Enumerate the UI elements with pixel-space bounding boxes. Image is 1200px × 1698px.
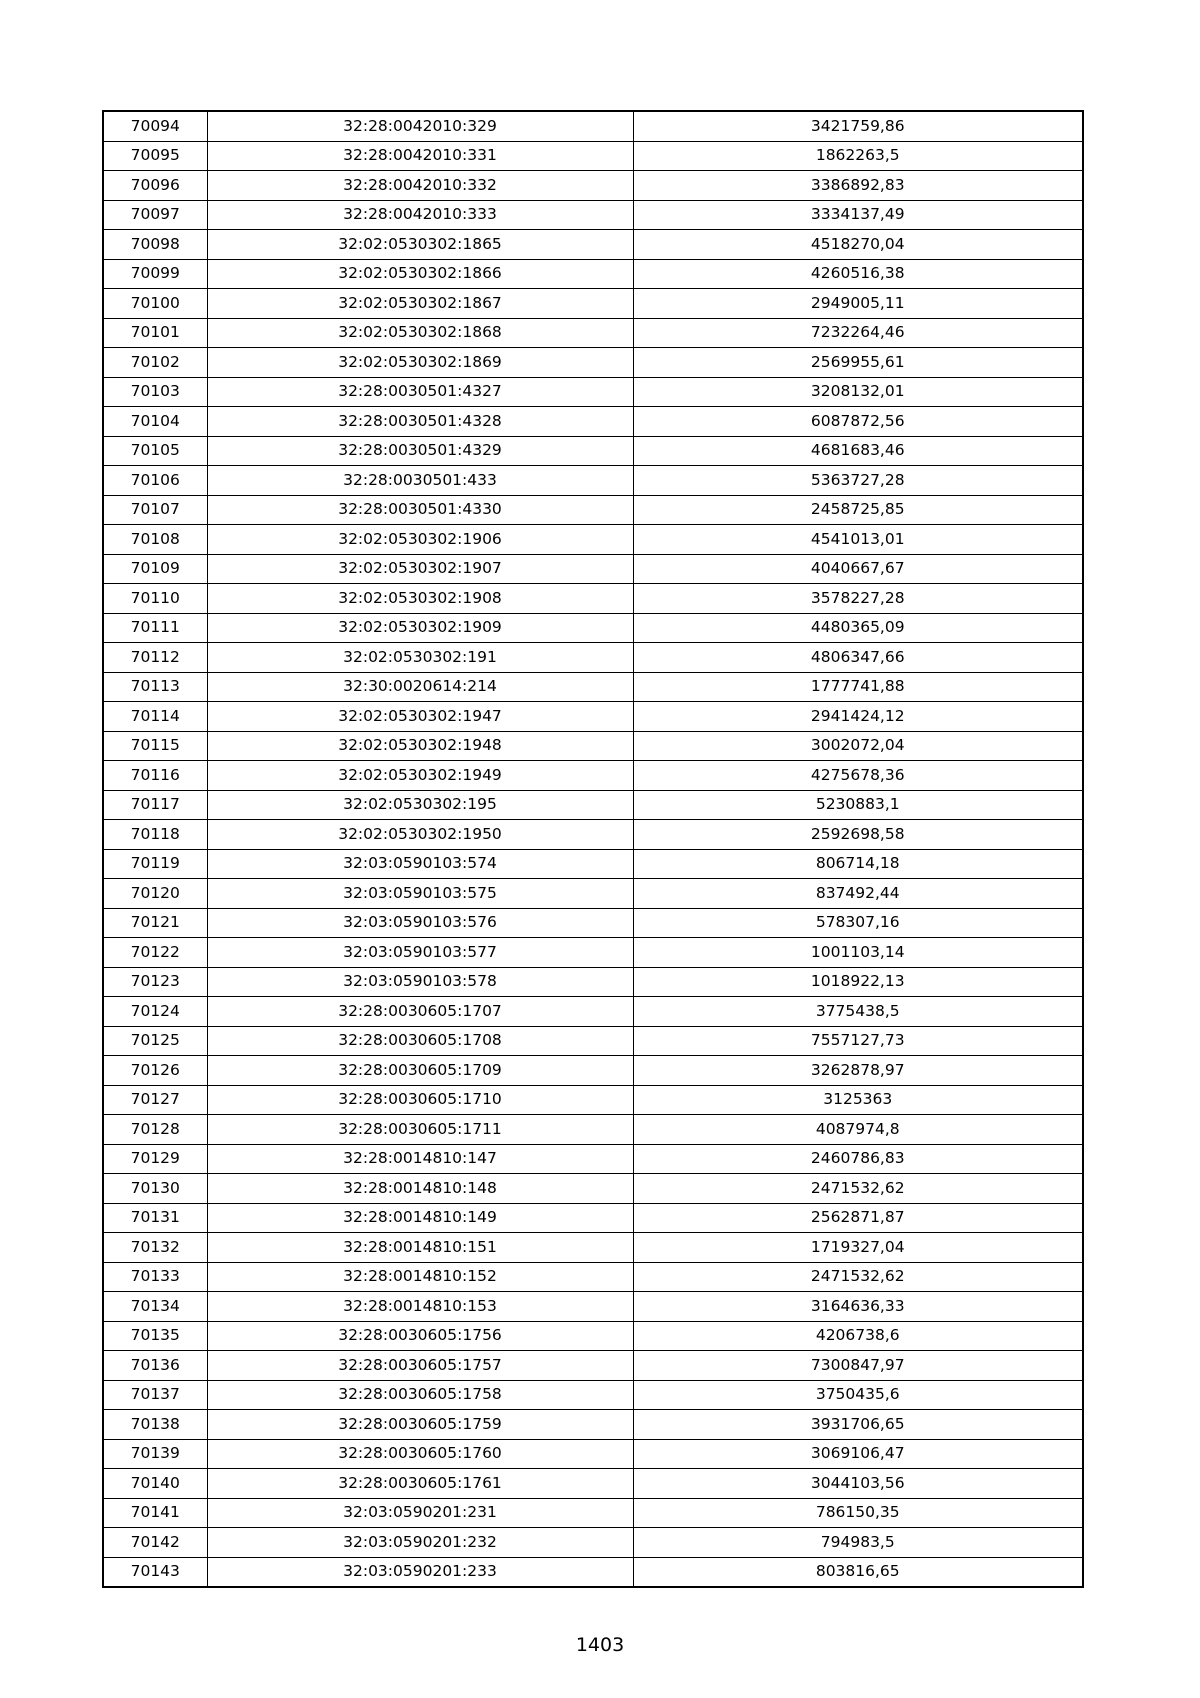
row-number-cell: 70117 xyxy=(103,790,207,820)
cadastral-value-cell: 1018922,13 xyxy=(633,967,1083,997)
table-body xyxy=(103,111,1083,1587)
row-number-cell: 70104 xyxy=(103,407,207,437)
cadastral-number-cell: 32:02:0530302:1869 xyxy=(207,348,633,378)
table-row xyxy=(103,525,1083,555)
table-row xyxy=(103,1292,1083,1322)
table-row xyxy=(103,879,1083,909)
cadastral-value-cell: 2471532,62 xyxy=(633,1262,1083,1292)
cadastral-value-cell: 1719327,04 xyxy=(633,1233,1083,1263)
cadastral-number-cell: 32:28:0014810:151 xyxy=(207,1233,633,1263)
table-row xyxy=(103,967,1083,997)
cadastral-value-cell: 837492,44 xyxy=(633,879,1083,909)
table-row xyxy=(103,1557,1083,1587)
table-row xyxy=(103,584,1083,614)
row-number-cell: 70097 xyxy=(103,200,207,230)
cadastral-number-cell: 32:28:0030501:4328 xyxy=(207,407,633,437)
row-number-cell: 70123 xyxy=(103,967,207,997)
row-number-cell: 70141 xyxy=(103,1498,207,1528)
cadastral-value-cell: 1862263,5 xyxy=(633,141,1083,171)
cadastral-value-table xyxy=(102,110,1084,1588)
cadastral-value-cell: 2941424,12 xyxy=(633,702,1083,732)
cadastral-value-cell: 4260516,38 xyxy=(633,259,1083,289)
cadastral-value-cell: 3002072,04 xyxy=(633,731,1083,761)
table-row xyxy=(103,1351,1083,1381)
table-row xyxy=(103,702,1083,732)
cadastral-value-cell: 2569955,61 xyxy=(633,348,1083,378)
cadastral-number-cell: 32:28:0042010:329 xyxy=(207,111,633,141)
row-number-cell: 70125 xyxy=(103,1026,207,1056)
table-row xyxy=(103,111,1083,141)
cadastral-value-cell: 4806347,66 xyxy=(633,643,1083,673)
row-number-cell: 70096 xyxy=(103,171,207,201)
cadastral-number-cell: 32:02:0530302:1867 xyxy=(207,289,633,319)
table-row xyxy=(103,672,1083,702)
table-row xyxy=(103,643,1083,673)
table-row xyxy=(103,377,1083,407)
row-number-cell: 70106 xyxy=(103,466,207,496)
cadastral-value-cell: 7232264,46 xyxy=(633,318,1083,348)
cadastral-number-cell: 32:02:0530302:1865 xyxy=(207,230,633,260)
row-number-cell: 70115 xyxy=(103,731,207,761)
cadastral-value-cell: 4040667,67 xyxy=(633,554,1083,584)
cadastral-number-cell: 32:02:0530302:1868 xyxy=(207,318,633,348)
cadastral-number-cell: 32:28:0030605:1710 xyxy=(207,1085,633,1115)
table-row xyxy=(103,1056,1083,1086)
cadastral-value-cell: 4541013,01 xyxy=(633,525,1083,555)
cadastral-number-cell: 32:28:0030605:1761 xyxy=(207,1469,633,1499)
row-number-cell: 70116 xyxy=(103,761,207,791)
cadastral-value-cell: 2460786,83 xyxy=(633,1144,1083,1174)
row-number-cell: 70121 xyxy=(103,908,207,938)
table-row xyxy=(103,466,1083,496)
row-number-cell: 70099 xyxy=(103,259,207,289)
cadastral-number-cell: 32:02:0530302:1948 xyxy=(207,731,633,761)
table-row xyxy=(103,1469,1083,1499)
row-number-cell: 70105 xyxy=(103,436,207,466)
cadastral-value-cell: 3069106,47 xyxy=(633,1439,1083,1469)
cadastral-value-cell: 2471532,62 xyxy=(633,1174,1083,1204)
row-number-cell: 70101 xyxy=(103,318,207,348)
cadastral-value-cell: 6087872,56 xyxy=(633,407,1083,437)
cadastral-value-cell: 3578227,28 xyxy=(633,584,1083,614)
table-row xyxy=(103,1410,1083,1440)
row-number-cell: 70107 xyxy=(103,495,207,525)
table-row xyxy=(103,731,1083,761)
row-number-cell: 70134 xyxy=(103,1292,207,1322)
cadastral-number-cell: 32:02:0530302:1866 xyxy=(207,259,633,289)
cadastral-number-cell: 32:02:0530302:1947 xyxy=(207,702,633,732)
cadastral-number-cell: 32:02:0530302:195 xyxy=(207,790,633,820)
table-row xyxy=(103,1085,1083,1115)
row-number-cell: 70108 xyxy=(103,525,207,555)
table-row xyxy=(103,1233,1083,1263)
cadastral-number-cell: 32:28:0030605:1707 xyxy=(207,997,633,1027)
table-row xyxy=(103,820,1083,850)
table-row xyxy=(103,436,1083,466)
table-row xyxy=(103,141,1083,171)
row-number-cell: 70094 xyxy=(103,111,207,141)
cadastral-number-cell: 32:28:0014810:149 xyxy=(207,1203,633,1233)
table-row xyxy=(103,1144,1083,1174)
cadastral-number-cell: 32:28:0014810:147 xyxy=(207,1144,633,1174)
row-number-cell: 70130 xyxy=(103,1174,207,1204)
row-number-cell: 70140 xyxy=(103,1469,207,1499)
cadastral-value-cell: 3208132,01 xyxy=(633,377,1083,407)
cadastral-number-cell: 32:02:0530302:191 xyxy=(207,643,633,673)
row-number-cell: 70113 xyxy=(103,672,207,702)
cadastral-value-cell: 4518270,04 xyxy=(633,230,1083,260)
row-number-cell: 70131 xyxy=(103,1203,207,1233)
table-row xyxy=(103,1262,1083,1292)
table-row xyxy=(103,997,1083,1027)
cadastral-value-cell: 7557127,73 xyxy=(633,1026,1083,1056)
table-row xyxy=(103,761,1083,791)
row-number-cell: 70110 xyxy=(103,584,207,614)
row-number-cell: 70109 xyxy=(103,554,207,584)
cadastral-number-cell: 32:03:0590103:574 xyxy=(207,849,633,879)
cadastral-number-cell: 32:28:0030605:1759 xyxy=(207,1410,633,1440)
cadastral-value-cell: 5230883,1 xyxy=(633,790,1083,820)
table-row xyxy=(103,1439,1083,1469)
row-number-cell: 70143 xyxy=(103,1557,207,1587)
row-number-cell: 70128 xyxy=(103,1115,207,1145)
table-row xyxy=(103,495,1083,525)
row-number-cell: 70095 xyxy=(103,141,207,171)
cadastral-number-cell: 32:02:0530302:1950 xyxy=(207,820,633,850)
cadastral-value-cell: 786150,35 xyxy=(633,1498,1083,1528)
cadastral-number-cell: 32:03:0590201:232 xyxy=(207,1528,633,1558)
cadastral-number-cell: 32:02:0530302:1908 xyxy=(207,584,633,614)
table-row xyxy=(103,908,1083,938)
cadastral-value-cell: 3334137,49 xyxy=(633,200,1083,230)
table-row xyxy=(103,1321,1083,1351)
cadastral-value-cell: 2458725,85 xyxy=(633,495,1083,525)
cadastral-number-cell: 32:28:0030605:1709 xyxy=(207,1056,633,1086)
row-number-cell: 70137 xyxy=(103,1380,207,1410)
cadastral-number-cell: 32:28:0030501:4330 xyxy=(207,495,633,525)
row-number-cell: 70132 xyxy=(103,1233,207,1263)
cadastral-number-cell: 32:28:0030605:1758 xyxy=(207,1380,633,1410)
row-number-cell: 70098 xyxy=(103,230,207,260)
cadastral-number-cell: 32:28:0030605:1708 xyxy=(207,1026,633,1056)
table-row xyxy=(103,1203,1083,1233)
cadastral-number-cell: 32:28:0030501:4329 xyxy=(207,436,633,466)
row-number-cell: 70100 xyxy=(103,289,207,319)
cadastral-value-cell: 3421759,86 xyxy=(633,111,1083,141)
row-number-cell: 70112 xyxy=(103,643,207,673)
row-number-cell: 70139 xyxy=(103,1439,207,1469)
cadastral-value-cell: 3044103,56 xyxy=(633,1469,1083,1499)
cadastral-number-cell: 32:28:0014810:152 xyxy=(207,1262,633,1292)
cadastral-number-cell: 32:28:0014810:153 xyxy=(207,1292,633,1322)
row-number-cell: 70138 xyxy=(103,1410,207,1440)
row-number-cell: 70118 xyxy=(103,820,207,850)
table-row xyxy=(103,348,1083,378)
table-row xyxy=(103,171,1083,201)
table-row xyxy=(103,613,1083,643)
cadastral-number-cell: 32:30:0020614:214 xyxy=(207,672,633,702)
cadastral-number-cell: 32:28:0042010:332 xyxy=(207,171,633,201)
table-row xyxy=(103,1528,1083,1558)
cadastral-value-cell: 3125363 xyxy=(633,1085,1083,1115)
table-row xyxy=(103,407,1083,437)
cadastral-number-cell: 32:28:0042010:331 xyxy=(207,141,633,171)
cadastral-number-cell: 32:03:0590103:578 xyxy=(207,967,633,997)
cadastral-value-cell: 2562871,87 xyxy=(633,1203,1083,1233)
cadastral-number-cell: 32:03:0590103:575 xyxy=(207,879,633,909)
cadastral-number-cell: 32:03:0590103:577 xyxy=(207,938,633,968)
cadastral-value-cell: 1001103,14 xyxy=(633,938,1083,968)
cadastral-value-cell: 4087974,8 xyxy=(633,1115,1083,1145)
cadastral-number-cell: 32:28:0030605:1760 xyxy=(207,1439,633,1469)
cadastral-number-cell: 32:28:0030501:433 xyxy=(207,466,633,496)
cadastral-number-cell: 32:28:0030501:4327 xyxy=(207,377,633,407)
row-number-cell: 70127 xyxy=(103,1085,207,1115)
table-row xyxy=(103,849,1083,879)
cadastral-value-cell: 3164636,33 xyxy=(633,1292,1083,1322)
page-number: 1403 xyxy=(575,1634,625,1656)
cadastral-value-cell: 3386892,83 xyxy=(633,171,1083,201)
cadastral-value-cell: 578307,16 xyxy=(633,908,1083,938)
cadastral-number-cell: 32:02:0530302:1909 xyxy=(207,613,633,643)
table-row xyxy=(103,1380,1083,1410)
table-row xyxy=(103,1026,1083,1056)
cadastral-value-cell: 3775438,5 xyxy=(633,997,1083,1027)
table-row xyxy=(103,1174,1083,1204)
cadastral-value-cell: 7300847,97 xyxy=(633,1351,1083,1381)
row-number-cell: 70126 xyxy=(103,1056,207,1086)
table-row xyxy=(103,318,1083,348)
row-number-cell: 70129 xyxy=(103,1144,207,1174)
cadastral-number-cell: 32:02:0530302:1949 xyxy=(207,761,633,791)
cadastral-number-cell: 32:03:0590103:576 xyxy=(207,908,633,938)
cadastral-value-cell: 1777741,88 xyxy=(633,672,1083,702)
cadastral-value-cell: 803816,65 xyxy=(633,1557,1083,1587)
row-number-cell: 70122 xyxy=(103,938,207,968)
cadastral-number-cell: 32:02:0530302:1906 xyxy=(207,525,633,555)
row-number-cell: 70136 xyxy=(103,1351,207,1381)
cadastral-value-cell: 3262878,97 xyxy=(633,1056,1083,1086)
cadastral-value-cell: 5363727,28 xyxy=(633,466,1083,496)
row-number-cell: 70103 xyxy=(103,377,207,407)
row-number-cell: 70133 xyxy=(103,1262,207,1292)
table-row xyxy=(103,230,1083,260)
cadastral-value-cell: 4480365,09 xyxy=(633,613,1083,643)
table-row xyxy=(103,790,1083,820)
cadastral-number-cell: 32:02:0530302:1907 xyxy=(207,554,633,584)
cadastral-number-cell: 32:28:0030605:1757 xyxy=(207,1351,633,1381)
row-number-cell: 70114 xyxy=(103,702,207,732)
table-row xyxy=(103,200,1083,230)
table-row xyxy=(103,259,1083,289)
cadastral-number-cell: 32:28:0042010:333 xyxy=(207,200,633,230)
cadastral-number-cell: 32:03:0590201:231 xyxy=(207,1498,633,1528)
table-row xyxy=(103,938,1083,968)
cadastral-value-cell: 4681683,46 xyxy=(633,436,1083,466)
cadastral-value-cell: 2592698,58 xyxy=(633,820,1083,850)
cadastral-number-cell: 32:03:0590201:233 xyxy=(207,1557,633,1587)
row-number-cell: 70124 xyxy=(103,997,207,1027)
table-row xyxy=(103,554,1083,584)
table-row xyxy=(103,289,1083,319)
row-number-cell: 70119 xyxy=(103,849,207,879)
cadastral-value-cell: 806714,18 xyxy=(633,849,1083,879)
row-number-cell: 70102 xyxy=(103,348,207,378)
cadastral-value-cell: 3931706,65 xyxy=(633,1410,1083,1440)
cadastral-number-cell: 32:28:0030605:1711 xyxy=(207,1115,633,1145)
cadastral-value-cell: 2949005,11 xyxy=(633,289,1083,319)
cadastral-value-cell: 3750435,6 xyxy=(633,1380,1083,1410)
cadastral-value-cell: 4275678,36 xyxy=(633,761,1083,791)
row-number-cell: 70135 xyxy=(103,1321,207,1351)
row-number-cell: 70142 xyxy=(103,1528,207,1558)
cadastral-number-cell: 32:28:0030605:1756 xyxy=(207,1321,633,1351)
row-number-cell: 70120 xyxy=(103,879,207,909)
cadastral-value-cell: 794983,5 xyxy=(633,1528,1083,1558)
cadastral-number-cell: 32:28:0014810:148 xyxy=(207,1174,633,1204)
table-row xyxy=(103,1115,1083,1145)
table-row xyxy=(103,1498,1083,1528)
row-number-cell: 70111 xyxy=(103,613,207,643)
cadastral-value-cell: 4206738,6 xyxy=(633,1321,1083,1351)
